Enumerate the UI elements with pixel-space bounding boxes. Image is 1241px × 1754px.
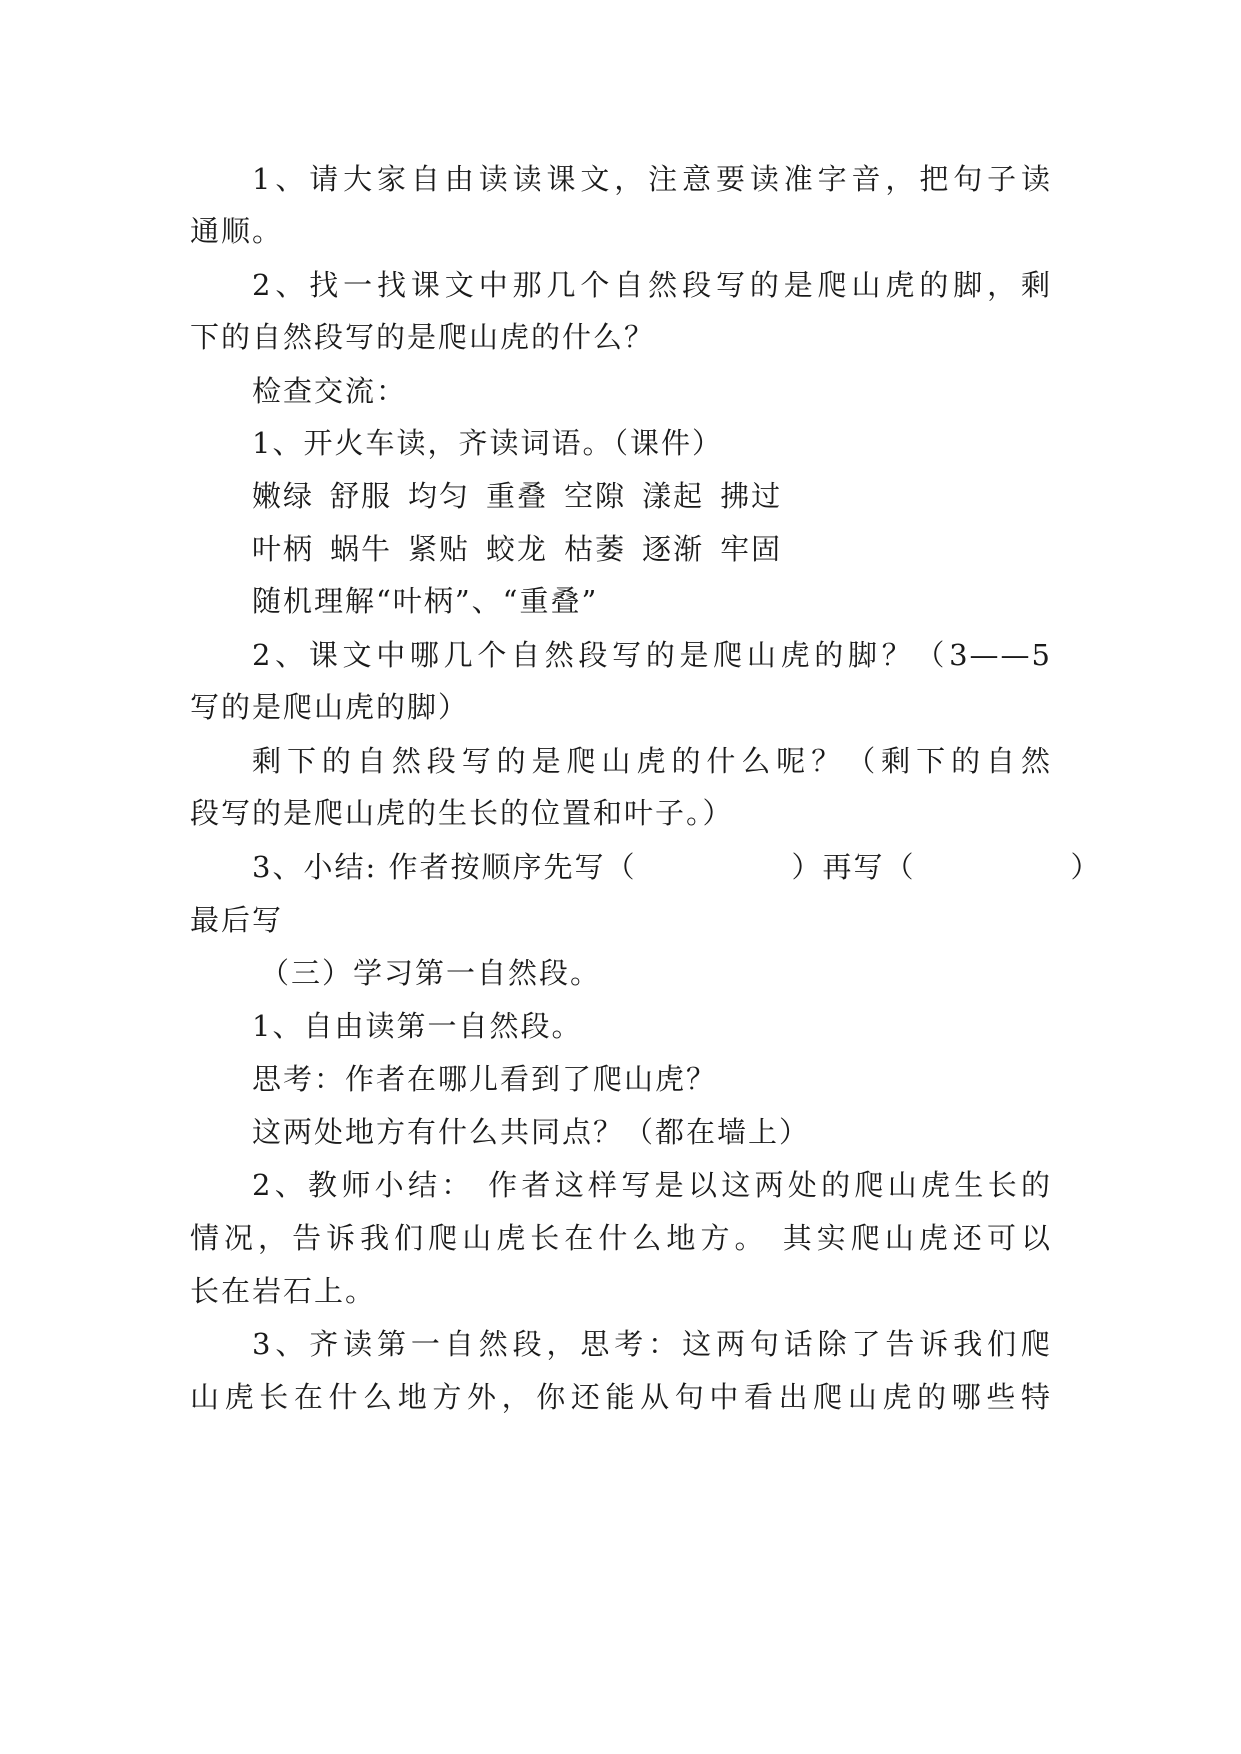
paragraph-line: 随机理解“叶柄”、“重叠” xyxy=(252,584,599,618)
paragraph-line: 3、小结: 作者按顺序先写（ ）再写（ ） xyxy=(252,850,1102,884)
vocab-word: 牢固 xyxy=(720,532,783,566)
paragraph-line: 2、课文中哪几个自然段写的是爬山虎的脚？（3——5 xyxy=(252,638,1052,672)
section-label: 检查交流： xyxy=(252,374,408,408)
vocab-word: 逐渐 xyxy=(642,532,705,566)
vocab-word: 蜗牛 xyxy=(330,532,393,566)
paragraph-line: 1、开火车读，齐读词语。（课件） xyxy=(252,426,723,460)
vocab-word: 叶柄 xyxy=(252,532,315,566)
paragraph-line: 剩下的自然段写的是爬山虎的什么呢？（剩下的自然 xyxy=(252,744,1052,778)
vocab-word: 嫩绿 xyxy=(252,479,315,513)
vocab-word: 空隙 xyxy=(564,479,627,513)
vocab-word: 拂过 xyxy=(720,479,783,513)
vocab-word: 重叠 xyxy=(486,479,549,513)
vocabulary-row xyxy=(252,477,798,515)
paragraph-line: 这两处地方有什么共同点？（都在墙上） xyxy=(252,1115,811,1149)
paragraph-line: 2、找一找课文中那几个自然段写的是爬山虎的脚，剩 xyxy=(252,268,1052,302)
vocab-word: 紧贴 xyxy=(408,532,471,566)
paragraph-line: 下的自然段写的是爬山虎的什么？ xyxy=(190,320,656,354)
vocab-word: 漾起 xyxy=(642,479,705,513)
vocabulary-row xyxy=(252,530,798,568)
section-heading: （三）学习第一自然段。 xyxy=(260,956,602,990)
paragraph-line: 山虎长在什么地方外，你还能从句中看出爬山虎的哪些特 xyxy=(190,1380,1052,1414)
vocab-word: 均匀 xyxy=(408,479,471,513)
paragraph-line: 1、自由读第一自然段。 xyxy=(252,1009,583,1043)
paragraph-line: 段写的是爬山虎的生长的位置和叶子。） xyxy=(190,796,734,830)
paragraph-line: 最后写 xyxy=(190,903,284,937)
vocab-word: 枯萎 xyxy=(564,532,627,566)
paragraph-line: 写的是爬山虎的脚） xyxy=(190,690,470,724)
paragraph-line: 2、教师小结： 作者这样写是以这两处的爬山虎生长的 xyxy=(252,1168,1052,1202)
paragraph-line: 情况，告诉我们爬山虎长在什么地方。 其实爬山虎还可以 xyxy=(190,1221,1052,1255)
paragraph-line: 3、齐读第一自然段，思考：这两句话除了告诉我们爬 xyxy=(252,1327,1052,1361)
paragraph-line: 思考：作者在哪儿看到了爬山虎？ xyxy=(252,1062,718,1096)
paragraph-line: 通顺。 xyxy=(190,214,284,248)
paragraph-line: 1、请大家自由读读课文，注意要读准字音，把句子读 xyxy=(252,162,1052,196)
paragraph-line: 长在岩石上。 xyxy=(190,1274,377,1308)
vocab-word: 舒服 xyxy=(330,479,393,513)
vocab-word: 蛟龙 xyxy=(486,532,549,566)
